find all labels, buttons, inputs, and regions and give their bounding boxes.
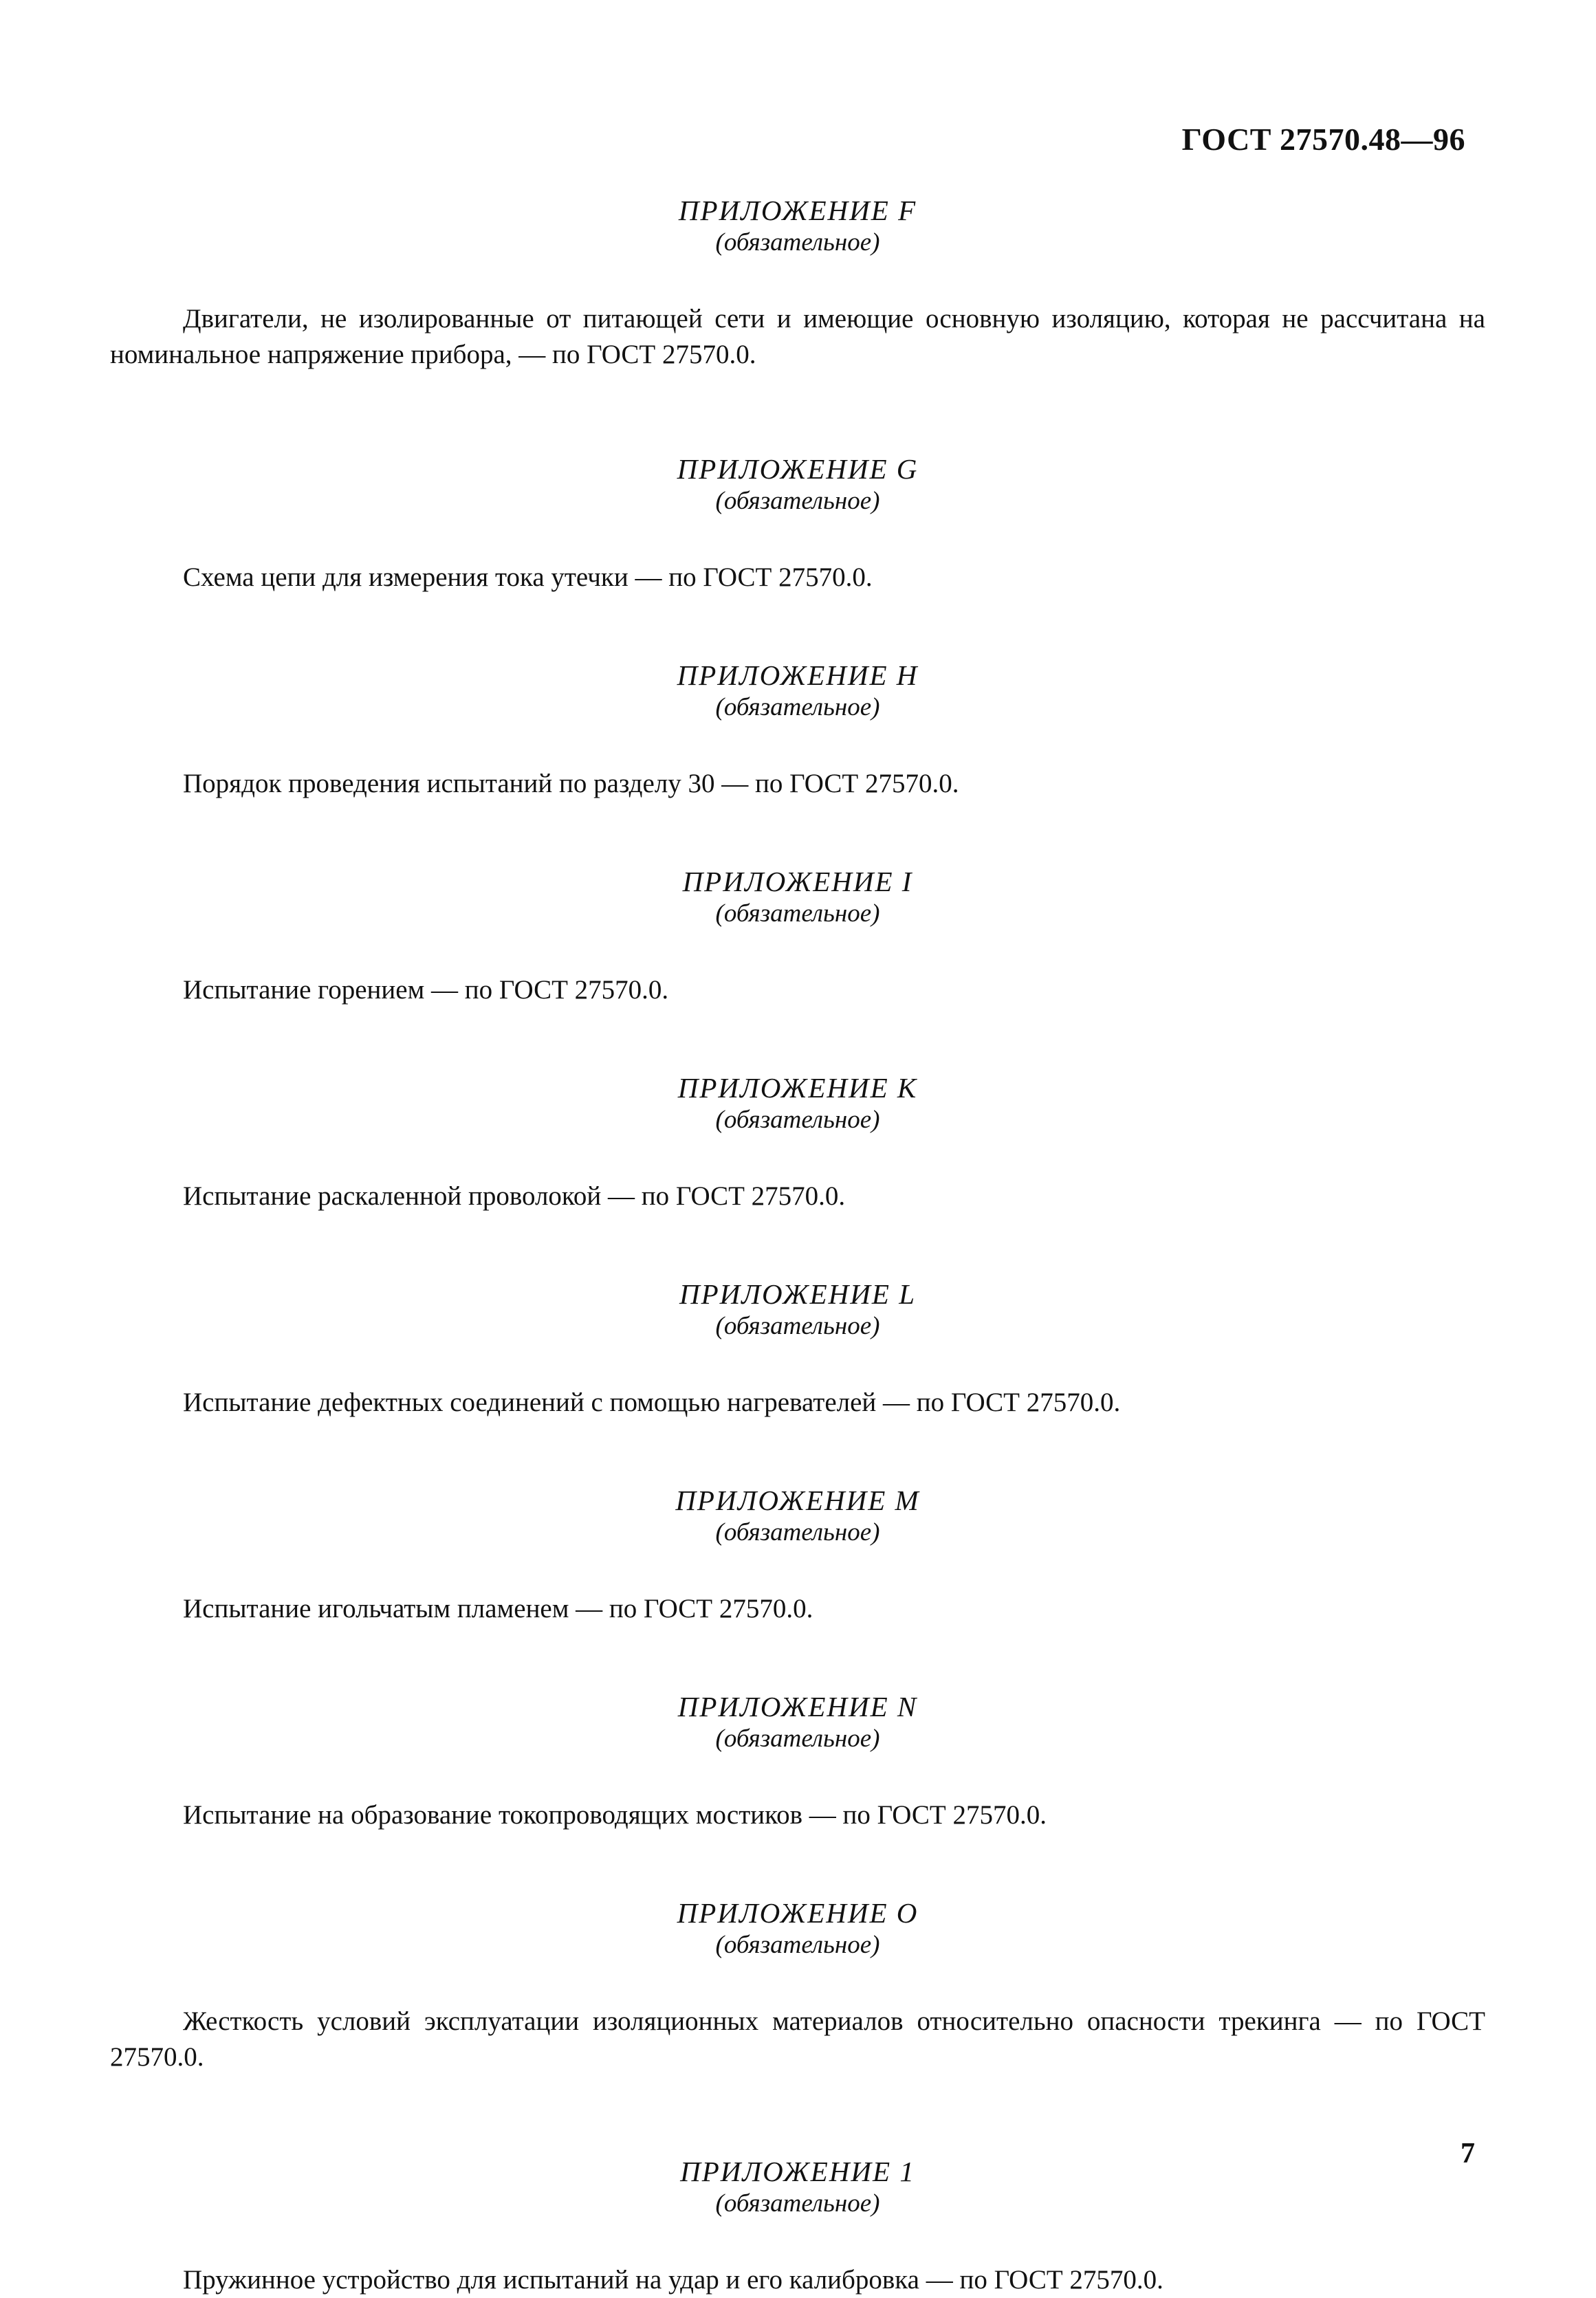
appendix-title: ПРИЛОЖЕНИЕ H: [677, 659, 919, 691]
appendix-status: (обязательное): [715, 899, 880, 928]
section-spacer: [110, 802, 1485, 865]
section-spacer: [110, 1214, 1485, 1278]
appendix-text: Испытание горением — по ГОСТ 27570.0.: [183, 975, 669, 1005]
appendix-status: (обязательное): [715, 1106, 880, 1134]
appendix-k: [110, 1071, 1485, 1214]
appendix-text: Испытание игольчатым пламенем — по ГОСТ 27570.0.: [183, 1594, 813, 1623]
appendix-1: [110, 2155, 1485, 2298]
appendix-text: Жесткость условий эксплуатации изоляционных материалов относительно опасности трекинга — по ГОСТ 27570.0.: [110, 2006, 1485, 2072]
appendix-i: [110, 865, 1485, 1008]
appendix-title: ПРИЛОЖЕНИЕ I: [682, 866, 913, 897]
appendix-status: (обязательное): [715, 2189, 880, 2218]
appendix-status: (обязательное): [715, 1931, 880, 1959]
appendix-title: ПРИЛОЖЕНИЕ G: [677, 453, 919, 485]
appendix-text: Испытание на образование токопроводящих мостиков — по ГОСТ 27570.0.: [183, 1800, 1047, 1830]
appendix-text: Испытание раскаленной проволокой — по ГОСТ 27570.0.: [183, 1181, 846, 1211]
section-spacer: [110, 595, 1485, 659]
appendix-text: Пружинное устройство для испытаний на удар и его калибровка — по ГОСТ 27570.0.: [183, 2265, 1163, 2295]
appendix-g: [110, 452, 1485, 595]
section-spacer: [110, 1421, 1485, 1484]
appendix-text: Схема цепи для измерения тока утечки — по ГОСТ 27570.0.: [183, 562, 873, 592]
appendix-list: [110, 194, 1485, 2298]
appendix-status: (обязательное): [715, 1312, 880, 1340]
appendix-title: ПРИЛОЖЕНИЕ O: [677, 1897, 919, 1929]
section-spacer: [110, 1627, 1485, 1690]
section-spacer: [110, 1008, 1485, 1071]
appendix-h: [110, 659, 1485, 802]
document-code-header: ГОСТ 27570.48—96: [1181, 122, 1465, 157]
appendix-title: ПРИЛОЖЕНИЕ 1: [680, 2156, 915, 2187]
appendix-title: ПРИЛОЖЕНИЕ K: [677, 1072, 918, 1104]
appendix-title: ПРИЛОЖЕНИЕ M: [675, 1485, 920, 1516]
appendix-l: [110, 1278, 1485, 1421]
appendix-status: (обязательное): [715, 228, 880, 256]
appendix-status: (обязательное): [715, 487, 880, 515]
appendix-status: (обязательное): [715, 1725, 880, 1753]
page-number: 7: [1461, 2138, 1475, 2169]
appendix-text: Испытание дефектных соединений с помощью нагревателей — по ГОСТ 27570.0.: [183, 1388, 1121, 1417]
appendix-title: ПРИЛОЖЕНИЕ F: [678, 195, 917, 226]
section-spacer: [110, 373, 1485, 452]
section-spacer: [110, 1833, 1485, 1896]
appendix-o: [110, 1896, 1485, 2075]
appendix-title: ПРИЛОЖЕНИЕ L: [679, 1278, 916, 1310]
appendix-status: (обязательное): [715, 1518, 880, 1546]
appendix-title: ПРИЛОЖЕНИЕ N: [677, 1691, 918, 1722]
appendix-f: [110, 194, 1485, 373]
appendix-n: [110, 1690, 1485, 1833]
section-spacer: [110, 2075, 1485, 2155]
appendix-status: (обязательное): [715, 693, 880, 721]
appendix-m: [110, 1484, 1485, 1627]
appendix-text: Порядок проведения испытаний по разделу 30 — по ГОСТ 27570.0.: [183, 769, 959, 798]
appendix-text: Двигатели, не изолированные от питающей сети и имеющие основную изоляцию, которая не рассчитана на номинальное напряжение прибора, — по ГОСТ 27570.0.: [110, 304, 1485, 369]
